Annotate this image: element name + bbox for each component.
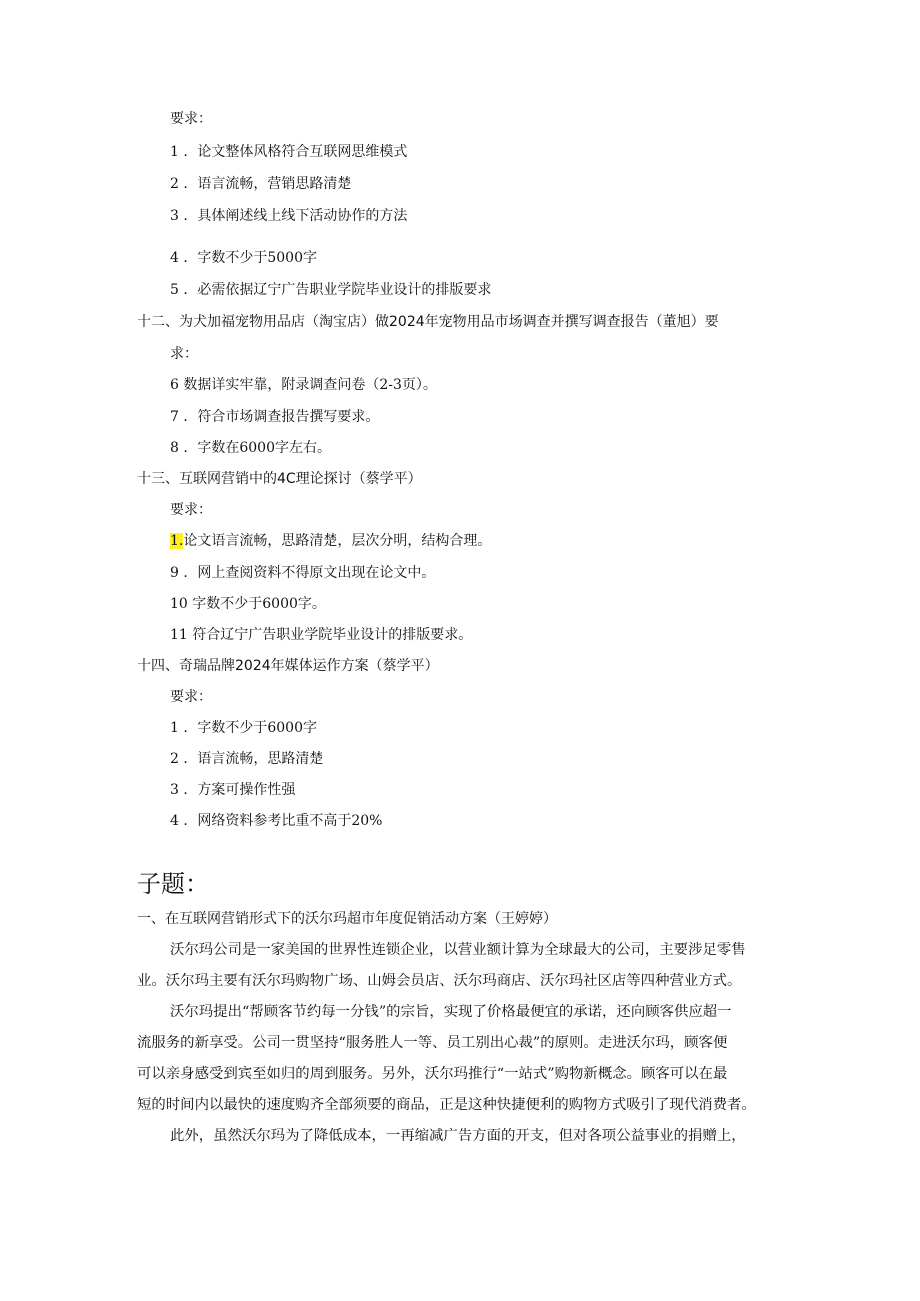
- requirement-item: 3 ．方案可操作性强: [170, 782, 296, 798]
- body-paragraph-line: 沃尔玛提出“帮顾客节约每一分钱”的宗旨，实现了价格最便宜的承诺，还向顾客供应超一: [170, 1004, 732, 1020]
- body-paragraph-line: 此外，虽然沃尔玛为了降低成本，一再缩减广告方面的开支，但对各项公益事业的捐赠上，: [170, 1128, 746, 1144]
- requirements-label: 要求：: [170, 111, 212, 127]
- body-paragraph-line: 流服务的新享受。公司一贯坚持“服务胜人一等、员工别出心裁”的原则。走进沃尔玛，顾客便: [137, 1035, 728, 1051]
- topic-heading-12: 十二、为犬加福宠物用品店（淘宝店）做2024年宠物用品市场调查并撰写调查报告（董旭）要: [137, 314, 719, 330]
- requirement-item: 1 ．论文整体风格符合互联网思维模式: [170, 144, 408, 160]
- body-paragraph-line: 沃尔玛公司是一家美国的世界性连锁企业，以营业额计算为全球最大的公司，主要涉足零售: [170, 942, 746, 958]
- body-paragraph-line: 可以亲身感受到宾至如归的周到服务。另外，沃尔玛推行“一站式”购物新概念。顾客可以在最: [137, 1066, 728, 1082]
- requirement-item: 5 ．必需依据辽宁广告职业学院毕业设计的排版要求: [170, 282, 492, 298]
- requirement-item: 2 ．语言流畅，思路清楚: [170, 751, 324, 767]
- highlighted-number: 1.: [170, 533, 184, 549]
- requirement-item: 2 ．语言流畅，营销思路清楚: [170, 176, 352, 192]
- requirements-label: 要求：: [170, 502, 212, 518]
- body-paragraph-line: 业。沃尔玛主要有沃尔玛购物广场、山姆会员店、沃尔玛商店、沃尔玛社区店等四种营业方式。: [137, 973, 742, 989]
- topic-heading-13: 十三、互联网营销中的4C理论探讨（蔡学平）: [137, 471, 422, 487]
- subtopic-title: 子题：: [137, 870, 209, 898]
- body-paragraph-line: 短的时间内以最快的速度购齐全部须要的商品，正是这种快捷便利的购物方式吸引了现代消费者。: [137, 1097, 756, 1113]
- requirement-item: 10 字数不少于6000字。: [170, 596, 326, 612]
- requirement-item: 8 ．字数在6000字左右。: [170, 440, 331, 456]
- requirement-item: 3 ．具体阐述线上线下活动协作的方法: [170, 208, 408, 224]
- requirement-item: 6 数据详实牢靠，附录调查问卷（2-3页）。: [170, 377, 437, 393]
- requirement-item: 11 符合辽宁广告职业学院毕业设计的排版要求。: [170, 627, 473, 643]
- requirement-item: [170, 534, 491, 548]
- requirement-item: 1 ．字数不少于6000字: [170, 720, 317, 736]
- requirement-text: 论文语言流畅，思路清楚，层次分明，结构合理。: [183, 533, 492, 549]
- requirements-label: 要求：: [170, 689, 212, 705]
- subtopic-heading-1: 一、在互联网营销形式下的沃尔玛超市年度促销活动方案（王婷婷）: [137, 911, 557, 927]
- requirement-item: 9 ．网上查阅资料不得原文出现在论文中。: [170, 565, 436, 581]
- requirement-item: 7 ．符合市场调查报告撰写要求。: [170, 409, 380, 425]
- topic-heading-14: 十四、奇瑞品牌2024年媒体运作方案（蔡学平）: [137, 658, 439, 674]
- requirement-item: 4 ．网络资料参考比重不高于20%: [170, 813, 383, 829]
- requirement-item: 4 ．字数不少于5000字: [170, 250, 317, 266]
- requirements-label: 求：: [170, 346, 198, 362]
